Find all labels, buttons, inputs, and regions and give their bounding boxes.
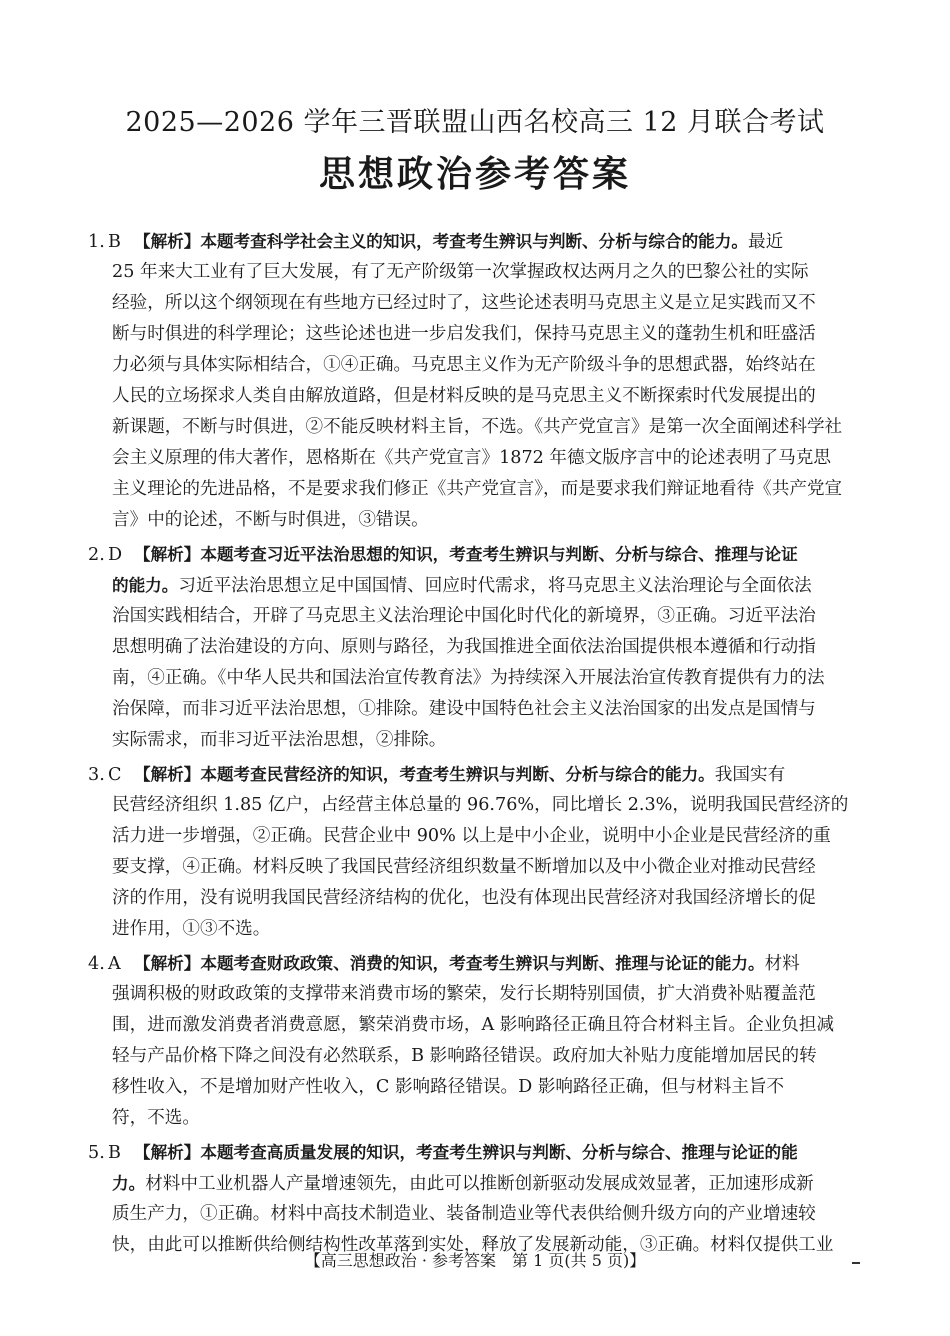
- document-subtitle: 思想政治参考答案: [318, 154, 631, 195]
- explanation-text: 进作用，①③不选。: [112, 919, 271, 939]
- explanation-text: 围，进而激发消费者消费意愿，繁荣消费市场，A 影响路径正确且符合材料主旨。企业负担减: [112, 1015, 835, 1035]
- answer-line: [84, 948, 864, 979]
- explanation-text: 25 年来大工业有了巨大发展，有了无产阶级第一次掌握政权达两月之久的巴黎公社的实际: [112, 262, 809, 282]
- analysis-heading-text: 的能力。: [112, 576, 179, 595]
- analysis-heading-text: 力。: [112, 1174, 146, 1193]
- explanation-text: 习近平法治思想立足中国国情、回应时代需求，将马克思主义法治理论与全面依法: [178, 576, 812, 596]
- answer-line: [84, 725, 864, 756]
- answer-line: [84, 979, 864, 1010]
- explanation-text: 民营经济组织 1.85 亿户，占经营主体总量的 96.76%，同比增长 2.3%，说明我国民营经济的: [112, 795, 849, 815]
- answer-line: [84, 226, 864, 257]
- answer-line: [84, 1199, 864, 1230]
- analysis-heading-text: 【解析】本题考查高质量发展的知识，考查考生辨识与判断、分析与综合、推理与论证的能: [134, 1143, 798, 1162]
- explanation-text: 活力进一步增强，②正确。民营企业中 90% 以上是中小企业，说明中小企业是民营经济的重: [112, 826, 831, 846]
- question-item: [84, 539, 864, 756]
- question-list: [84, 226, 864, 1264]
- answer-line: [84, 570, 864, 601]
- explanation-text: 我国实有: [714, 765, 786, 785]
- explanation-text: 移性收入，不是增加财产性收入，C 影响路径错误。D 影响路径正确，但与材料主旨不: [112, 1077, 785, 1097]
- question-item: [84, 759, 864, 945]
- answer-line: [84, 1041, 864, 1072]
- answer-line: [84, 1103, 864, 1134]
- answer-line: [84, 883, 864, 914]
- explanation-text: 思想明确了法治建设的方向、原则与路径，为我国推进全面依法治国提供根本遵循和行动指: [112, 637, 816, 657]
- answer-line: [84, 257, 864, 288]
- answer-choice: C: [108, 765, 122, 785]
- question-number: 4.: [88, 954, 105, 974]
- explanation-text: 治国实践相结合，开辟了马克思主义法治理论中国化时代化的新境界，③正确。习近平法治: [112, 606, 816, 626]
- question-item: [84, 948, 864, 1134]
- page-footer: 【高三思想政治 · 参考答案 第 1 页(共 5 页)】: [304, 1251, 646, 1270]
- explanation-text: 治保障，而非习近平法治思想，①排除。建设中国特色社会主义法治国家的出发点是国情与: [112, 699, 816, 719]
- analysis-heading-text: 【解析】本题考查财政政策、消费的知识，考查考生辨识与判断、推理与论证的能力。: [134, 954, 765, 973]
- answer-line: [84, 288, 864, 319]
- answer-line: [84, 350, 864, 381]
- explanation-text: 轻与产品价格下降之间没有必然联系，B 影响路径错误。政府加大补贴力度能增加居民的转: [112, 1046, 817, 1066]
- answer-line: [84, 412, 864, 443]
- analysis-heading-text: 【解析】本题考查民营经济的知识，考查考生辨识与判断、分析与综合的能力。: [134, 765, 715, 784]
- answer-line: [84, 914, 864, 945]
- corner-mark: [852, 1262, 860, 1264]
- answer-line: [84, 443, 864, 474]
- explanation-text: 快，由此可以推断供给侧结构性改革落到实处，释放了发展新动能，③正确。材料仅提供工业: [112, 1235, 834, 1255]
- explanation-text: 言》中的论述，不断与时俱进，③错误。: [112, 510, 429, 530]
- answer-line: [84, 319, 864, 350]
- answer-line: [84, 539, 864, 570]
- answer-line: [84, 1168, 864, 1199]
- explanation-text: 最近: [747, 232, 784, 252]
- answer-line: [84, 601, 864, 632]
- explanation-text: 材料: [764, 954, 800, 974]
- explanation-text: 新课题，不断与时俱进，②不能反映材料主旨，不选。《共产党宣言》是第一次全面阐述科学社: [112, 417, 843, 437]
- explanation-text: 材料中工业机器人产量增速领先，由此可以推断创新驱动发展成效显著，正加速形成新: [145, 1174, 814, 1194]
- answer-choice: B: [108, 232, 121, 252]
- explanation-text: 经验，所以这个纲领现在有些地方已经过时了，这些论述表明马克思主义是立足实践而又不: [112, 293, 816, 313]
- answer-line: [84, 381, 864, 412]
- answer-line: [84, 1072, 864, 1103]
- answer-choice: B: [108, 1143, 121, 1163]
- answer-line: [84, 632, 864, 663]
- explanation-text: 强调积极的财政政策的支撑带来消费市场的繁荣，发行长期特别国债，扩大消费补贴覆盖范: [112, 984, 816, 1004]
- answer-line: [84, 505, 864, 536]
- explanation-text: 主义理论的先进品格，不是要求我们修正《共产党宣言》，而是要求我们辩证地看待《共产党宣: [112, 479, 843, 499]
- answer-line: [84, 821, 864, 852]
- analysis-heading-text: 【解析】本题考查科学社会主义的知识，考查考生辨识与判断、分析与综合的能力。: [134, 232, 748, 251]
- question-number: 2.: [88, 545, 105, 565]
- question-number: 5.: [88, 1143, 105, 1163]
- explanation-text: 济的作用，没有说明我国民营经济结构的优化，也没有体现出民营经济对我国经济增长的促: [112, 888, 816, 908]
- explanation-text: 质生产力，①正确。材料中高技术制造业、装备制造业等代表供给侧升级方向的产业增速较: [112, 1204, 816, 1224]
- question-item: [84, 226, 864, 536]
- explanation-text: 力必须与具体实际相结合，①④正确。马克思主义作为无产阶级斗争的思想武器，始终站在: [112, 355, 816, 375]
- explanation-text: 要支撑，④正确。材料反映了我国民营经济组织数量不断增加以及中小微企业对推动民营经: [112, 857, 816, 877]
- explanation-text: 人民的立场探求人类自由解放道路，但是材料反映的是马克思主义不断探索时代发展提出的: [112, 386, 816, 406]
- explanation-text: 断与时俱进的科学理论；这些论述也进一步启发我们，保持马克思主义的蓬勃生机和旺盛活: [112, 324, 816, 344]
- answer-line: [84, 474, 864, 505]
- answer-line: [84, 1137, 864, 1168]
- answer-line: [84, 852, 864, 883]
- exam-title: 2025—2026 学年三晋联盟山西名校高三 12 月联合考试: [125, 107, 825, 138]
- answer-line: [84, 694, 864, 725]
- explanation-text: 符，不选。: [112, 1108, 200, 1128]
- analysis-heading-text: 【解析】本题考查习近平法治思想的知识，考查考生辨识与判断、分析与综合、推理与论证: [134, 545, 798, 564]
- answer-line: [84, 759, 864, 790]
- answer-choice: D: [108, 545, 123, 565]
- explanation-text: 会主义原理的伟大著作，恩格斯在《共产党宣言》1872 年德文版序言中的论述表明了马克思: [112, 448, 831, 468]
- answer-line: [84, 790, 864, 821]
- answer-line: [84, 663, 864, 694]
- answer-choice: A: [108, 954, 121, 974]
- question-number: 1.: [88, 232, 105, 252]
- question-item: [84, 1137, 864, 1261]
- question-number: 3.: [88, 765, 105, 785]
- explanation-text: 实际需求，而非习近平法治思想，②排除。: [112, 730, 447, 750]
- explanation-text: 南，④正确。《中华人民共和国法治宣传教育法》为持续深入开展法治宣传教育提供有力的法: [112, 668, 825, 688]
- answer-line: [84, 1010, 864, 1041]
